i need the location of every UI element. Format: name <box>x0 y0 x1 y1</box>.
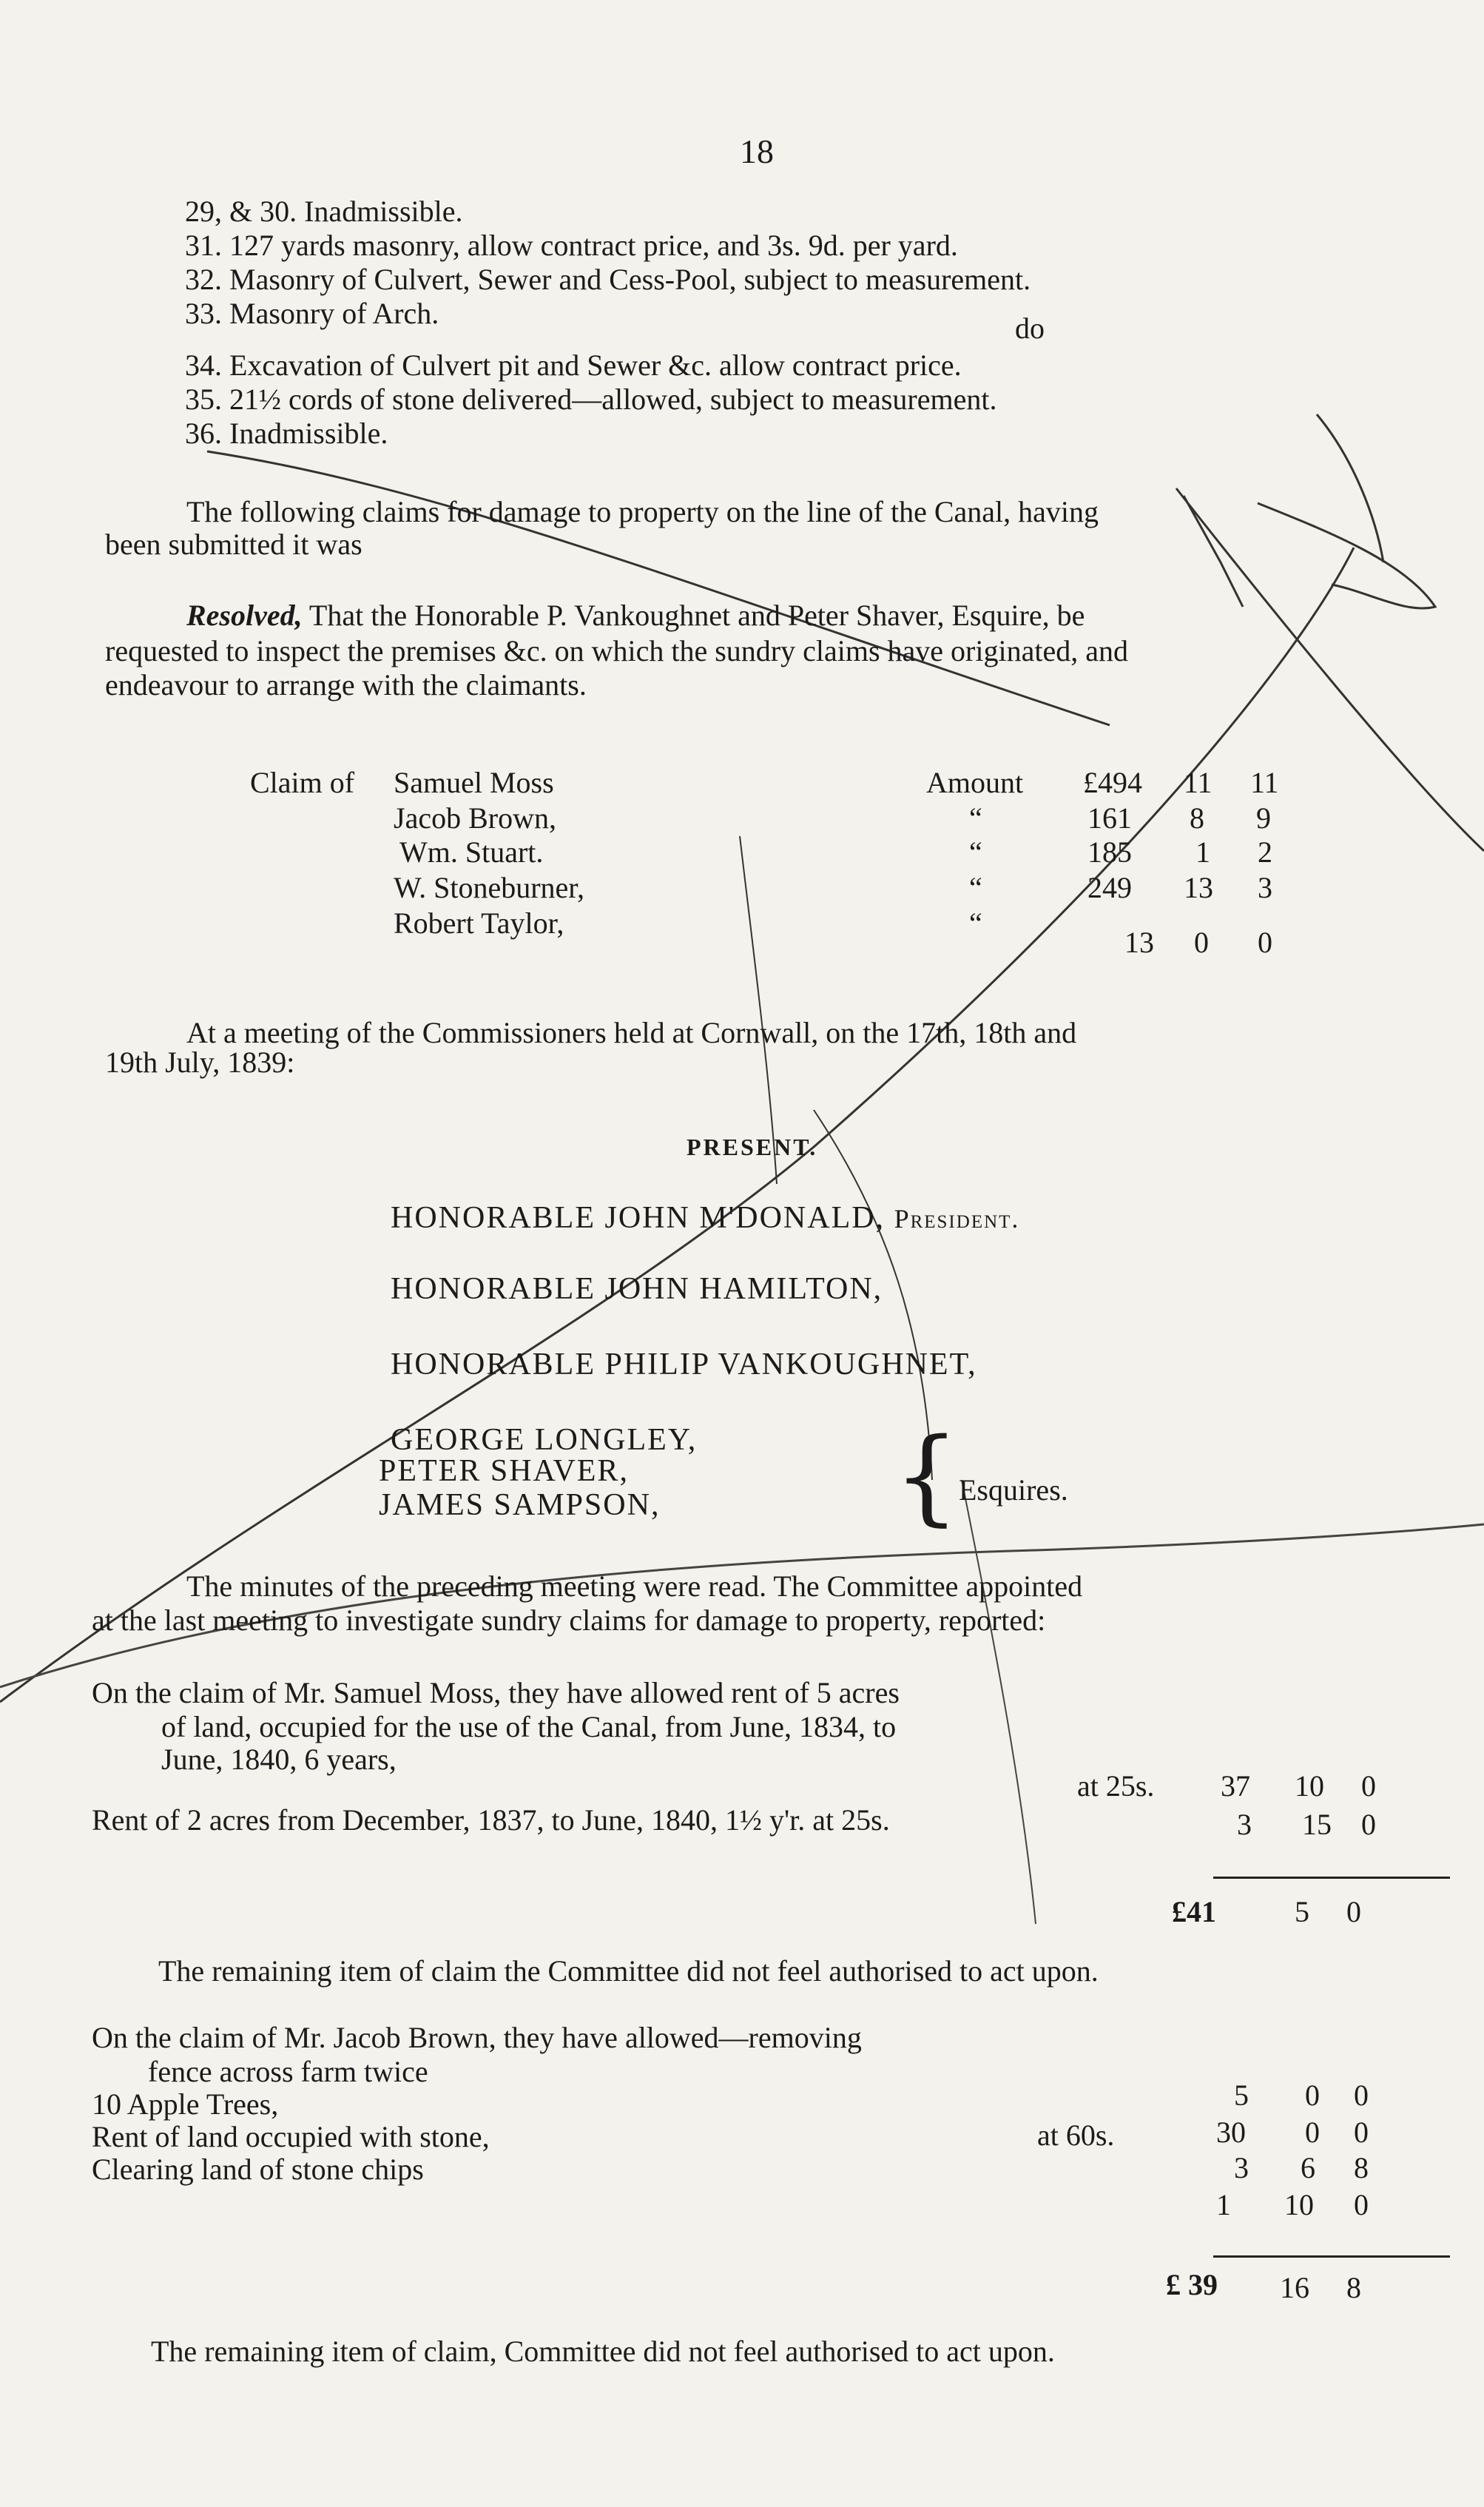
brown-total-shillings: 16 <box>1280 2271 1309 2304</box>
claim-pounds: 13 <box>1124 926 1154 959</box>
claim-pence: 0 <box>1258 926 1272 959</box>
claims-amount-label: Amount <box>926 766 1024 799</box>
claim-shillings: 11 <box>1184 766 1213 799</box>
moss-line2: of land, occupied for the use of the Canal, from June, 1834, to <box>161 1710 897 1743</box>
moss-total-pounds: £41 <box>1172 1895 1216 1928</box>
para1-line2: been submitted it was <box>105 528 362 561</box>
claim-pounds: 161 <box>1087 801 1132 835</box>
resolved-line3: endeavour to arrange with the claimants. <box>105 668 587 701</box>
moss-rate1: at 25s. <box>1077 1769 1155 1803</box>
resolved-word: Resolved, <box>186 599 303 632</box>
claim-pence: 2 <box>1258 835 1272 869</box>
item-35: 35. 21½ cords of stone delivered—allowed, subject to measurement. <box>185 383 997 416</box>
brown-row-pounds: 5 <box>1234 2079 1249 2112</box>
brown-line1: On the claim of Mr. Jacob Brown, they have allowed—removing <box>92 2021 862 2054</box>
brown-row-pence: 0 <box>1354 2079 1369 2112</box>
esquires-label: Esquires. <box>959 1473 1068 1507</box>
claim-shillings: 13 <box>1184 871 1213 904</box>
item-31: 31. 127 yards masonry, allow contract price, and 3s. 9d. per yard. <box>185 229 958 262</box>
item-33-ditto: do <box>1015 312 1045 345</box>
claim-ditto: “ <box>969 801 982 835</box>
brown-row-shillings: 0 <box>1305 2079 1320 2112</box>
item-32: 32. Masonry of Culvert, Sewer and Cess-Pool, subject to measurement. <box>185 263 1031 296</box>
claim-name: Robert Taylor, <box>394 906 564 940</box>
brown-total-pounds: £ 39 <box>1166 2268 1218 2301</box>
moss-total-rule <box>1213 1877 1450 1879</box>
claim-pounds: 249 <box>1087 871 1132 904</box>
present-heading: PRESENT. <box>687 1134 818 1160</box>
item-29-30: 29, & 30. Inadmissible. <box>185 195 463 228</box>
brown-row-pence: 0 <box>1354 2116 1369 2149</box>
present-member-name: HONORABLE JOHN HAMILTON, <box>391 1272 883 1306</box>
brown-row-pounds: 3 <box>1234 2151 1249 2184</box>
present-member-line <box>391 1200 1019 1236</box>
esquire-name: JAMES SAMPSON, <box>379 1488 661 1522</box>
moss-line1: On the claim of Mr. Samuel Moss, they have allowed rent of 5 acres <box>92 1676 900 1709</box>
moss-amount1-pence: 0 <box>1361 1769 1376 1803</box>
brown-total-rule <box>1213 2255 1450 2258</box>
resolved-line1 <box>186 598 1085 633</box>
claim-name: Jacob Brown, <box>394 801 556 835</box>
meeting-line2: 19th July, 1839: <box>105 1046 295 1079</box>
moss-amount2-pounds: 3 <box>1237 1808 1252 1841</box>
brown-row-label: Clearing land of stone chips <box>92 2153 424 2186</box>
brace: { <box>894 1416 960 1537</box>
esquire-name: PETER SHAVER, <box>379 1454 629 1488</box>
brown-row-rate: at 60s. <box>1037 2119 1115 2152</box>
brown-row-pence: 0 <box>1354 2188 1369 2221</box>
claim-ditto: “ <box>969 906 982 940</box>
moss-amount1-shillings: 10 <box>1295 1769 1324 1803</box>
para1-line1: The following claims for damage to property on the line of the Canal, having <box>186 495 1099 528</box>
claim-ditto: “ <box>969 871 982 904</box>
present-member-name: HONORABLE JOHN M'DONALD, <box>391 1201 886 1235</box>
item-34: 34. Excavation of Culvert pit and Sewer &c. allow contract price. <box>185 349 962 382</box>
brown-total-pence: 8 <box>1346 2271 1361 2304</box>
moss-line3: June, 1840, 6 years, <box>161 1743 397 1776</box>
item-33: 33. Masonry of Arch. <box>185 297 439 330</box>
claim-shillings: 1 <box>1195 835 1210 869</box>
claim-ditto: “ <box>969 835 982 869</box>
moss-total-pence: 0 <box>1346 1895 1361 1928</box>
claim-shillings: 0 <box>1194 926 1209 959</box>
brown-row-shillings: 0 <box>1305 2116 1320 2149</box>
moss-amount1-pounds: 37 <box>1221 1769 1250 1803</box>
moss-remark: The remaining item of claim the Committee did not feel authorised to act upon. <box>158 1954 1099 1988</box>
claim-pence: 3 <box>1258 871 1272 904</box>
brown-row-pounds: 30 <box>1216 2116 1246 2149</box>
present-member-title: President. <box>894 1204 1020 1234</box>
moss-amount2-shillings: 15 <box>1302 1808 1332 1841</box>
claim-pence: 9 <box>1256 801 1271 835</box>
minutes-line1: The minutes of the preceding meeting were read. The Committee appointed <box>186 1569 1083 1603</box>
resolved-text1: That the Honorable P. Vankoughnet and Peter Shaver, Esquire, be <box>308 599 1085 632</box>
brown-row-shillings: 6 <box>1301 2151 1315 2184</box>
meeting-line1: At a meeting of the Commissioners held at Cornwall, on the 17th, 18th and <box>186 1016 1077 1049</box>
claim-shillings: 8 <box>1190 801 1204 835</box>
resolved-line2: requested to inspect the premises &c. on which the sundry claims have originated, and <box>105 634 1128 667</box>
minutes-line2: at the last meeting to investigate sundry claims for damage to property, reported: <box>92 1604 1046 1637</box>
claim-name: W. Stoneburner, <box>394 871 584 904</box>
moss-total-shillings: 5 <box>1295 1895 1309 1928</box>
claim-name: Samuel Moss <box>394 766 554 799</box>
brown-remark: The remaining item of claim, Committee did not feel authorised to act upon. <box>151 2335 1055 2368</box>
brown-row-pounds: 1 <box>1216 2188 1231 2221</box>
page-number: 18 <box>740 132 774 170</box>
moss-amount2-pence: 0 <box>1361 1808 1376 1841</box>
brown-line2: fence across farm twice <box>148 2055 428 2088</box>
claim-pounds: 185 <box>1087 835 1132 869</box>
esquire-name: GEORGE LONGLEY, <box>391 1423 698 1457</box>
brown-row-shillings: 10 <box>1284 2188 1314 2221</box>
claim-name: Wm. Stuart. <box>399 835 544 869</box>
present-member-name: HONORABLE PHILIP VANKOUGHNET, <box>391 1347 977 1382</box>
brown-row-label: Rent of land occupied with stone, <box>92 2120 490 2153</box>
moss-line4: Rent of 2 acres from December, 1837, to June, 1840, 1½ y'r. at 25s. <box>92 1803 890 1837</box>
claim-pence: 11 <box>1250 766 1279 799</box>
claim-pounds: £494 <box>1083 766 1142 799</box>
brown-row-label: 10 Apple Trees, <box>92 2087 279 2121</box>
item-36: 36. Inadmissible. <box>185 417 388 450</box>
brown-row-pence: 8 <box>1354 2151 1369 2184</box>
claim-prefix: Claim of <box>250 766 355 799</box>
